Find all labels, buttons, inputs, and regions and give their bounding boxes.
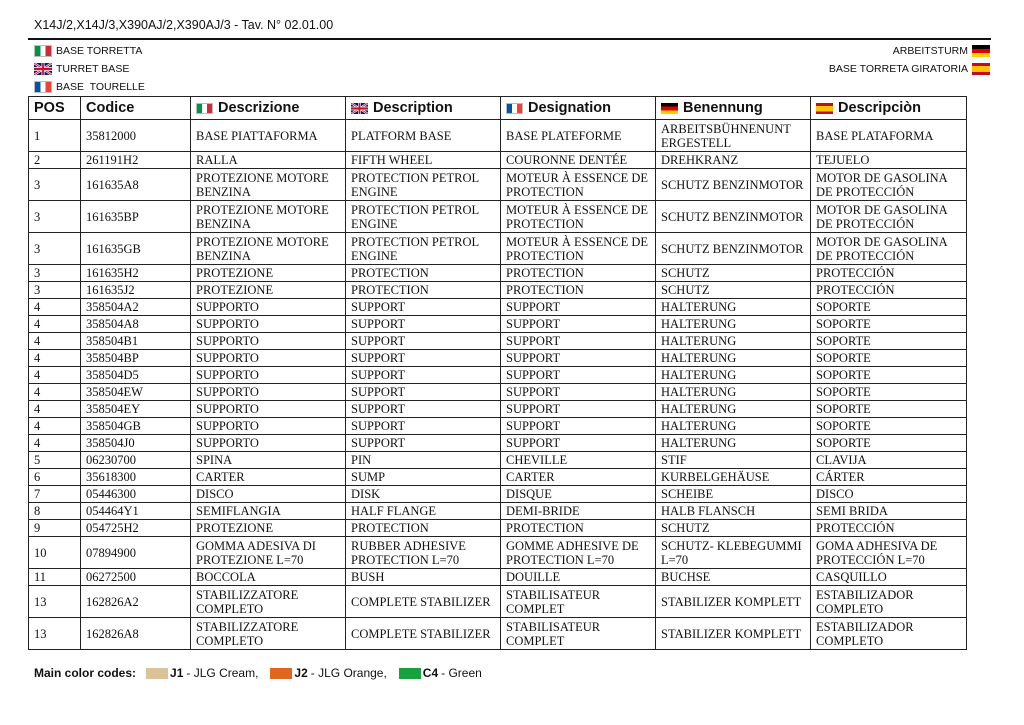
table-header-row <box>29 97 967 120</box>
cell-code: 162826A2 <box>81 586 191 618</box>
cell-description-es: CASQUILLO <box>811 569 967 586</box>
cell-pos: 4 <box>29 435 81 452</box>
header-description-es-label: Descripciòn <box>838 100 921 116</box>
cell-pos: 9 <box>29 520 81 537</box>
cell-code: 358504GB <box>81 418 191 435</box>
cell-description-fr: CHEVILLE <box>501 452 656 469</box>
cell-pos: 4 <box>29 401 81 418</box>
cell-description-fr: SUPPORT <box>501 367 656 384</box>
cell-pos: 3 <box>29 169 81 201</box>
cell-code: 06272500 <box>81 569 191 586</box>
color-legend <box>34 666 486 680</box>
cell-description-it: SUPPORTO <box>191 384 346 401</box>
cell-description-en: PROTECTION <box>346 520 501 537</box>
cell-description-es: MOTOR DE GASOLINA DE PROTECCIÓN <box>811 233 967 265</box>
cell-description-es: TEJUELO <box>811 152 967 169</box>
cell-description-en: DISK <box>346 486 501 503</box>
flag-fr-icon <box>506 103 523 114</box>
legend-name-j1: - JLG Cream, <box>186 666 259 680</box>
table-row <box>29 418 967 435</box>
header-description-de-label: Benennung <box>683 100 763 116</box>
cell-description-de: ARBEITSBÜHNENUNT ERGESTELL <box>656 120 811 152</box>
cell-description-it: RALLA <box>191 152 346 169</box>
cell-pos: 3 <box>29 201 81 233</box>
cell-description-en: SUPPORT <box>346 401 501 418</box>
cell-description-it: PROTEZIONE MOTORE BENZINA <box>191 201 346 233</box>
cell-description-de: SCHUTZ <box>656 282 811 299</box>
cell-pos: 5 <box>29 452 81 469</box>
title-spanish-text: BASE TORRETA GIRATORIA <box>828 63 968 75</box>
cell-pos: 8 <box>29 503 81 520</box>
cell-description-en: SUPPORT <box>346 333 501 350</box>
cell-description-es: CÁRTER <box>811 469 967 486</box>
cell-description-es: CLAVIJA <box>811 452 967 469</box>
cell-description-de: HALTERUNG <box>656 435 811 452</box>
table-row <box>29 350 967 367</box>
cell-description-de: SCHUTZ BENZINMOTOR <box>656 201 811 233</box>
flag-gb-icon <box>34 63 52 75</box>
page-title: X14J/2,X14J/3,X390AJ/2,X390AJ/3 - Tav. N° 02.01.00 <box>34 18 334 32</box>
cell-code: 358504B1 <box>81 333 191 350</box>
cell-description-es: SOPORTE <box>811 384 967 401</box>
header-description-fr <box>501 97 656 120</box>
cell-description-es: DISCO <box>811 486 967 503</box>
cell-description-en: SUPPORT <box>346 367 501 384</box>
parts-table-body <box>29 120 967 650</box>
header-description-it-label: Descrizione <box>218 100 300 116</box>
cell-code: 358504D5 <box>81 367 191 384</box>
table-row <box>29 333 967 350</box>
cell-description-it: STABILIZZATORE COMPLETO <box>191 618 346 650</box>
table-row <box>29 401 967 418</box>
legend-title: Main color codes: <box>34 666 137 680</box>
cell-pos: 3 <box>29 233 81 265</box>
table-row <box>29 265 967 282</box>
cell-description-de: HALTERUNG <box>656 367 811 384</box>
cell-code: 358504EY <box>81 401 191 418</box>
cell-description-de: KURBELGEHÄUSE <box>656 469 811 486</box>
cell-description-fr: COURONNE DENTÉE <box>501 152 656 169</box>
cell-pos: 13 <box>29 618 81 650</box>
table-row <box>29 537 967 569</box>
cell-description-es: SOPORTE <box>811 435 967 452</box>
cell-description-en: PROTECTION <box>346 282 501 299</box>
cell-description-en: PROTECTION PETROL ENGINE <box>346 233 501 265</box>
cell-code: 161635J2 <box>81 282 191 299</box>
cell-description-de: STABILIZER KOMPLETT <box>656 586 811 618</box>
cell-description-it: CARTER <box>191 469 346 486</box>
cell-pos: 7 <box>29 486 81 503</box>
cell-description-it: SUPPORTO <box>191 401 346 418</box>
cell-description-en: BUSH <box>346 569 501 586</box>
cell-description-it: PROTEZIONE <box>191 520 346 537</box>
cell-description-fr: SUPPORT <box>501 401 656 418</box>
cell-description-de: SCHUTZ BENZINMOTOR <box>656 169 811 201</box>
cell-description-de: BUCHSE <box>656 569 811 586</box>
cell-code: 261191H2 <box>81 152 191 169</box>
cell-code: 161635GB <box>81 233 191 265</box>
table-row <box>29 299 967 316</box>
legend-name-c4: - Green <box>441 666 482 680</box>
cell-code: 06230700 <box>81 452 191 469</box>
cell-description-de: HALTERUNG <box>656 316 811 333</box>
cell-description-fr: SUPPORT <box>501 418 656 435</box>
cell-description-es: PROTECCIÓN <box>811 265 967 282</box>
cell-description-it: PROTEZIONE <box>191 282 346 299</box>
cell-description-es: SEMI BRIDA <box>811 503 967 520</box>
cell-code: 358504EW <box>81 384 191 401</box>
cell-description-fr: SUPPORT <box>501 299 656 316</box>
legend-swatch-j2 <box>270 668 292 679</box>
cell-pos: 4 <box>29 367 81 384</box>
cell-code: 358504A8 <box>81 316 191 333</box>
title-spanish <box>829 63 990 75</box>
cell-pos: 10 <box>29 537 81 569</box>
title-english <box>34 63 129 75</box>
cell-description-es: GOMA ADHESIVA DE PROTECCIÓN L=70 <box>811 537 967 569</box>
table-row <box>29 367 967 384</box>
cell-description-fr: BASE PLATEFORME <box>501 120 656 152</box>
header-description-en-label: Description <box>373 100 453 116</box>
cell-description-en: FIFTH WHEEL <box>346 152 501 169</box>
cell-description-es: ESTABILIZADOR COMPLETO <box>811 586 967 618</box>
cell-description-it: PROTEZIONE MOTORE BENZINA <box>191 169 346 201</box>
cell-code: 358504A2 <box>81 299 191 316</box>
cell-description-fr: CARTER <box>501 469 656 486</box>
cell-description-es: PROTECCIÓN <box>811 520 967 537</box>
cell-description-fr: DOUILLE <box>501 569 656 586</box>
cell-code: 161635A8 <box>81 169 191 201</box>
cell-description-it: PROTEZIONE <box>191 265 346 282</box>
cell-description-es: SOPORTE <box>811 401 967 418</box>
cell-description-it: STABILIZZATORE COMPLETO <box>191 586 346 618</box>
cell-description-fr: SUPPORT <box>501 384 656 401</box>
table-row <box>29 435 967 452</box>
table-row <box>29 152 967 169</box>
cell-pos: 2 <box>29 152 81 169</box>
cell-description-en: PROTECTION <box>346 265 501 282</box>
legend-code-j1: J1 <box>170 666 184 680</box>
cell-description-en: PIN <box>346 452 501 469</box>
header-description-fr-label: Designation <box>528 100 611 116</box>
cell-description-fr: PROTECTION <box>501 265 656 282</box>
cell-description-it: BOCCOLA <box>191 569 346 586</box>
title-french <box>34 81 145 93</box>
cell-code: 161635BP <box>81 201 191 233</box>
cell-description-it: SEMIFLANGIA <box>191 503 346 520</box>
header-code: Codice <box>81 97 191 120</box>
title-german <box>893 45 990 57</box>
cell-pos: 11 <box>29 569 81 586</box>
cell-description-it: GOMMA ADESIVA DI PROTEZIONE L=70 <box>191 537 346 569</box>
cell-description-fr: PROTECTION <box>501 520 656 537</box>
table-row <box>29 569 967 586</box>
cell-description-de: STABILIZER KOMPLETT <box>656 618 811 650</box>
cell-description-fr: MOTEUR À ESSENCE DE PROTECTION <box>501 233 656 265</box>
cell-pos: 4 <box>29 333 81 350</box>
flag-es-icon <box>972 63 990 75</box>
cell-description-de: DREHKRANZ <box>656 152 811 169</box>
cell-description-fr: DISQUE <box>501 486 656 503</box>
table-row <box>29 316 967 333</box>
cell-pos: 4 <box>29 384 81 401</box>
legend-swatch-j1 <box>146 668 168 679</box>
header-description-de <box>656 97 811 120</box>
table-row <box>29 282 967 299</box>
cell-description-it: PROTEZIONE MOTORE BENZINA <box>191 233 346 265</box>
flag-es-icon <box>816 103 833 114</box>
table-row <box>29 384 967 401</box>
cell-description-en: PROTECTION PETROL ENGINE <box>346 201 501 233</box>
header-pos: POS <box>29 97 81 120</box>
cell-pos: 3 <box>29 265 81 282</box>
cell-description-es: SOPORTE <box>811 299 967 316</box>
cell-description-it: SUPPORTO <box>191 333 346 350</box>
cell-description-de: HALB FLANSCH <box>656 503 811 520</box>
header-description-it <box>191 97 346 120</box>
cell-description-fr: STABILISATEUR COMPLET <box>501 618 656 650</box>
cell-description-en: SUPPORT <box>346 316 501 333</box>
cell-description-en: RUBBER ADHESIVE PROTECTION L=70 <box>346 537 501 569</box>
cell-code: 05446300 <box>81 486 191 503</box>
cell-description-de: SCHEIBE <box>656 486 811 503</box>
cell-code: 358504J0 <box>81 435 191 452</box>
cell-description-fr: STABILISATEUR COMPLET <box>501 586 656 618</box>
title-english-text: TURRET BASE <box>56 63 130 75</box>
cell-description-es: BASE PLATAFORMA <box>811 120 967 152</box>
cell-code: 054464Y1 <box>81 503 191 520</box>
cell-code: 054725H2 <box>81 520 191 537</box>
flag-it-icon <box>34 45 52 57</box>
cell-description-de: HALTERUNG <box>656 401 811 418</box>
cell-pos: 4 <box>29 418 81 435</box>
cell-description-fr: SUPPORT <box>501 316 656 333</box>
header-description-es <box>811 97 967 120</box>
cell-description-it: SUPPORTO <box>191 350 346 367</box>
cell-description-de: SCHUTZ <box>656 265 811 282</box>
cell-description-de: HALTERUNG <box>656 333 811 350</box>
title-french-text: BASE TOURELLE <box>56 81 145 93</box>
cell-description-fr: MOTEUR À ESSENCE DE PROTECTION <box>501 169 656 201</box>
cell-code: 07894900 <box>81 537 191 569</box>
cell-description-it: SUPPORTO <box>191 316 346 333</box>
table-row <box>29 618 967 650</box>
flag-de-icon <box>661 103 678 114</box>
cell-description-de: HALTERUNG <box>656 418 811 435</box>
cell-description-de: SCHUTZ <box>656 520 811 537</box>
cell-code: 161635H2 <box>81 265 191 282</box>
cell-code: 358504BP <box>81 350 191 367</box>
cell-description-en: SUPPORT <box>346 299 501 316</box>
flag-fr-icon <box>34 81 52 93</box>
legend-swatch-c4 <box>399 668 421 679</box>
cell-description-es: MOTOR DE GASOLINA DE PROTECCIÓN <box>811 201 967 233</box>
cell-pos: 4 <box>29 299 81 316</box>
cell-description-en: SUPPORT <box>346 418 501 435</box>
cell-pos: 4 <box>29 350 81 367</box>
table-row <box>29 503 967 520</box>
cell-code: 35618300 <box>81 469 191 486</box>
cell-description-de: HALTERUNG <box>656 299 811 316</box>
cell-description-fr: PROTECTION <box>501 282 656 299</box>
table-row <box>29 586 967 618</box>
cell-description-it: SUPPORTO <box>191 367 346 384</box>
parts-table <box>28 96 967 650</box>
cell-description-de: HALTERUNG <box>656 350 811 367</box>
cell-description-it: SUPPORTO <box>191 435 346 452</box>
title-italian-text: BASE TORRETTA <box>56 45 143 57</box>
legend-name-j2: - JLG Orange, <box>310 666 387 680</box>
cell-description-en: HALF FLANGE <box>346 503 501 520</box>
cell-description-de: STIF <box>656 452 811 469</box>
legend-code-c4: C4 <box>422 666 439 680</box>
cell-description-fr: SUPPORT <box>501 435 656 452</box>
cell-description-fr: DEMI-BRIDE <box>501 503 656 520</box>
table-row <box>29 520 967 537</box>
cell-description-en: SUPPORT <box>346 350 501 367</box>
flag-it-icon <box>196 103 213 114</box>
cell-description-es: ESTABILIZADOR COMPLETO <box>811 618 967 650</box>
table-row <box>29 201 967 233</box>
cell-description-de: SCHUTZ BENZINMOTOR <box>656 233 811 265</box>
cell-pos: 1 <box>29 120 81 152</box>
header-description-en <box>346 97 501 120</box>
cell-description-fr: GOMME ADHESIVE DE PROTECTION L=70 <box>501 537 656 569</box>
legend-code-j2: J2 <box>294 666 308 680</box>
cell-description-it: DISCO <box>191 486 346 503</box>
cell-description-fr: SUPPORT <box>501 350 656 367</box>
cell-description-es: SOPORTE <box>811 333 967 350</box>
cell-pos: 6 <box>29 469 81 486</box>
cell-description-es: SOPORTE <box>811 367 967 384</box>
cell-pos: 4 <box>29 316 81 333</box>
flag-de-icon <box>972 45 990 57</box>
cell-description-it: SUPPORTO <box>191 299 346 316</box>
cell-description-es: SOPORTE <box>811 418 967 435</box>
cell-description-en: PLATFORM BASE <box>346 120 501 152</box>
header-divider <box>28 38 991 40</box>
cell-description-en: PROTECTION PETROL ENGINE <box>346 169 501 201</box>
cell-pos: 13 <box>29 586 81 618</box>
cell-description-en: COMPLETE STABILIZER <box>346 618 501 650</box>
table-row <box>29 469 967 486</box>
cell-description-de: HALTERUNG <box>656 384 811 401</box>
cell-description-it: SUPPORTO <box>191 418 346 435</box>
cell-description-en: SUPPORT <box>346 384 501 401</box>
table-row <box>29 486 967 503</box>
cell-code: 35812000 <box>81 120 191 152</box>
cell-description-es: SOPORTE <box>811 316 967 333</box>
cell-description-it: SPINA <box>191 452 346 469</box>
cell-description-de: SCHUTZ- KLEBEGUMMI L=70 <box>656 537 811 569</box>
cell-description-it: BASE PIATTAFORMA <box>191 120 346 152</box>
table-row <box>29 120 967 152</box>
title-german-text: ARBEITSTURM <box>892 45 968 57</box>
cell-description-fr: MOTEUR À ESSENCE DE PROTECTION <box>501 201 656 233</box>
table-row <box>29 169 967 201</box>
cell-description-es: SOPORTE <box>811 350 967 367</box>
cell-description-en: COMPLETE STABILIZER <box>346 586 501 618</box>
table-row <box>29 233 967 265</box>
cell-description-en: SUPPORT <box>346 435 501 452</box>
cell-code: 162826A8 <box>81 618 191 650</box>
flag-gb-icon <box>351 103 368 114</box>
cell-description-es: MOTOR DE GASOLINA DE PROTECCIÓN <box>811 169 967 201</box>
title-italian <box>34 45 142 57</box>
cell-description-en: SUMP <box>346 469 501 486</box>
cell-pos: 3 <box>29 282 81 299</box>
table-row <box>29 452 967 469</box>
cell-description-fr: SUPPORT <box>501 333 656 350</box>
cell-description-es: PROTECCIÓN <box>811 282 967 299</box>
